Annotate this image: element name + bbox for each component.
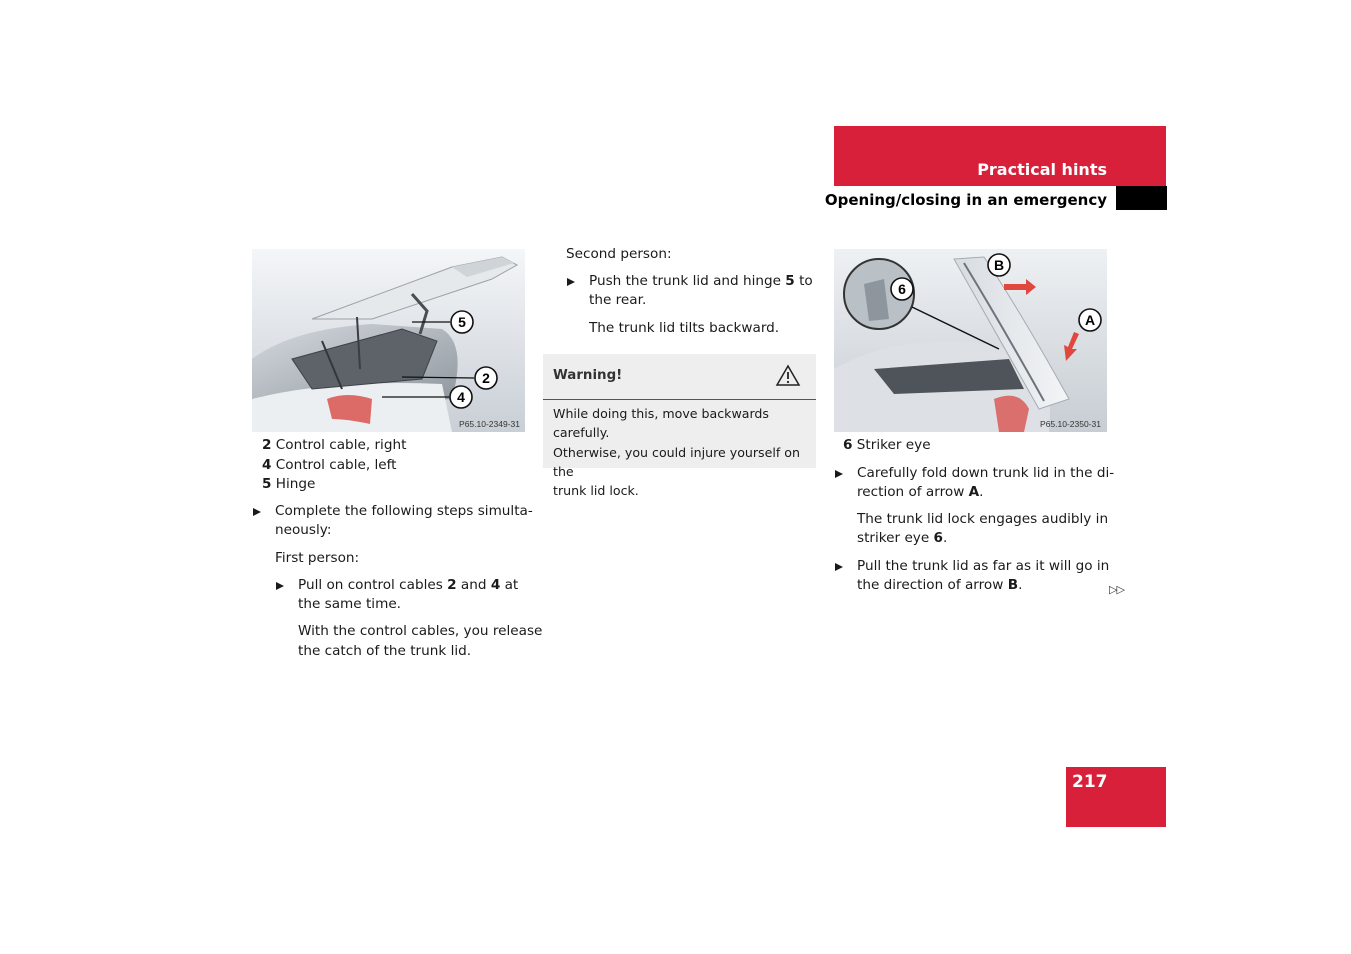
legend-item: 2 Control cable, right [262,437,407,453]
result-text: the catch of the trunk lid. [298,643,472,659]
step-text: Carefully fold down trunk lid in the di- [857,465,1115,481]
svg-text:6: 6 [898,281,906,297]
second-person-label: Second person: [566,246,672,262]
bullet-arrow-icon [567,278,575,286]
warning-body: While doing this, move backwards carefully. Otherwise, you could injure yourself on the trunk lid lock. [553,406,800,499]
continued-icon: ▷▷ [1109,583,1124,596]
chapter-tab [1116,186,1167,210]
callout-2 [475,367,497,389]
trunk-cables-illustration [252,249,525,432]
step-text: neously: [275,522,332,538]
step-text: rection of arrow A. [857,484,984,500]
callout-6 [891,278,913,300]
result-text: With the control cables, you release [298,623,543,639]
figure-code: P65.10-2350-31 [1040,419,1101,429]
svg-text:5: 5 [458,314,466,330]
legend-item: 5 Hinge [262,476,316,492]
legend-item: 4 Control cable, left [262,457,397,473]
step-text: Push the trunk lid and hinge 5 to [589,273,813,289]
sub-step-text: Pull on control cables 2 and 4 at [298,577,519,593]
first-person-label: First person: [275,550,360,566]
callout-a [1079,309,1101,331]
step-text: Pull the trunk lid as far as it will go in [857,558,1110,574]
result-text: striker eye 6. [857,530,948,546]
result-text: The trunk lid tilts backward. [589,320,780,336]
bullet-arrow-icon [835,470,843,478]
svg-text:4: 4 [457,389,465,405]
result-text: The trunk lid lock engages audibly in [857,511,1109,527]
step-text: the rear. [589,292,647,308]
step-text: the direction of arrow B. [857,577,1023,593]
svg-text:B: B [993,257,1005,273]
page-subtitle: Opening/closing in an emergency [824,191,1107,209]
callout-5 [451,311,473,333]
warning-title: Warning! [553,368,623,383]
svg-text:A: A [1084,312,1096,328]
bullet-arrow-icon [253,508,261,516]
svg-text:2: 2 [482,370,490,386]
sub-step-text: the same time. [298,596,402,612]
legend-item: 6 Striker eye [843,437,931,453]
bullet-arrow-icon [835,563,843,571]
figure-trunk-cables [252,249,525,432]
bullet-arrow-icon [276,582,284,590]
callout-4 [450,386,472,408]
section-title: Practical hints [977,160,1107,179]
figure-code: P65.10-2349-31 [459,419,520,429]
warning-triangle-icon [775,364,801,387]
step-text: Complete the following steps simulta- [275,503,533,519]
page-number: 217 [1072,772,1108,792]
trunk-lid-closing-illustration [834,249,1107,432]
figure-trunk-lid-closing [834,249,1107,432]
callout-b [988,254,1010,276]
